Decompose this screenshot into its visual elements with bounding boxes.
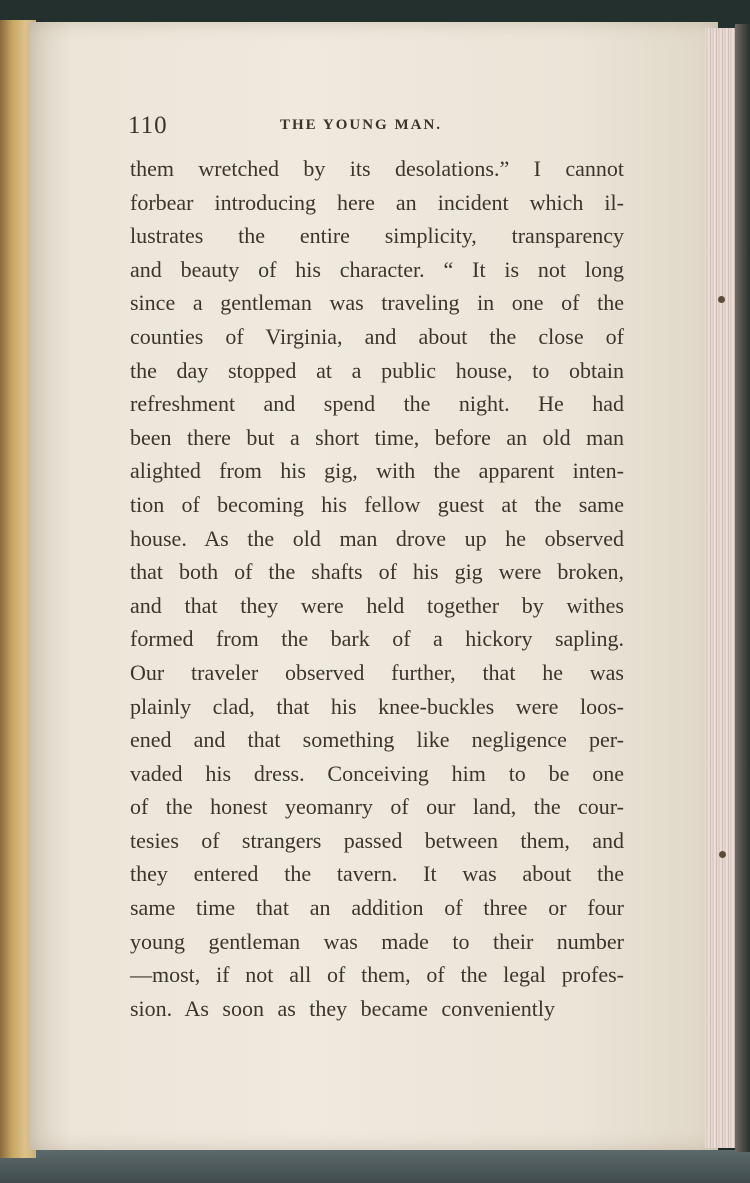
binding-stitch — [718, 296, 725, 303]
body-text — [130, 152, 624, 1025]
cover-bottom-edge — [0, 1150, 750, 1183]
text-line: Our traveler observed further, that he was — [130, 659, 624, 685]
text-line: refreshment and spend the night. He had — [130, 391, 624, 417]
text-line: young gentleman was made to their number — [130, 928, 624, 954]
text-line: tesies of strangers passed between them, and — [130, 827, 624, 853]
text-line: forbear introducing here an incident which il- — [130, 189, 624, 215]
text-line: formed from the bark of a hickory sapling. — [130, 626, 624, 652]
text-line: of the honest yeomanry of our land, the cour- — [130, 794, 624, 820]
text-line: and beauty of his character. “ It is not long — [130, 256, 624, 282]
text-line: same time that an addition of three or four — [130, 895, 624, 921]
text-line: tion of becoming his fellow guest at the same — [130, 491, 624, 517]
text-line: they entered the tavern. It was about the — [130, 861, 624, 887]
text-line: plainly clad, that his knee-buckles were loos- — [130, 693, 624, 719]
text-line: the day stopped at a public house, to obtain — [130, 357, 624, 383]
text-line: —most, if not all of them, of the legal profes- — [130, 962, 624, 988]
text-line: that both of the shafts of his gig were broken, — [130, 559, 624, 585]
binding-stitch — [719, 851, 726, 858]
text-line: alighted from his gig, with the apparent inten- — [130, 458, 624, 484]
text-line: since a gentleman was traveling in one of the — [130, 290, 624, 316]
text-line: and that they were held together by withes — [130, 592, 624, 618]
page-header — [128, 112, 628, 142]
text-line: house. As the old man drove up he observed — [130, 525, 624, 551]
text-line: lustrates the entire simplicity, transparency — [130, 223, 624, 249]
text-line: them wretched by its desolations.” I cannot — [130, 156, 624, 181]
text-line: counties of Virginia, and about the close of — [130, 323, 624, 349]
page-number: 110 — [128, 112, 168, 139]
text-line: been there but a short time, before an old man — [130, 424, 624, 450]
text-line: vaded his dress. Conceiving him to be one — [130, 760, 624, 786]
fore-edge-shadow — [735, 24, 750, 1152]
page-fore-edge — [705, 28, 735, 1148]
running-head: THE YOUNG MAN. — [280, 117, 443, 133]
text-line: sion. As soon as they became conveniently — [130, 995, 555, 1021]
text-line: ened and that something like negligence per- — [130, 727, 624, 753]
